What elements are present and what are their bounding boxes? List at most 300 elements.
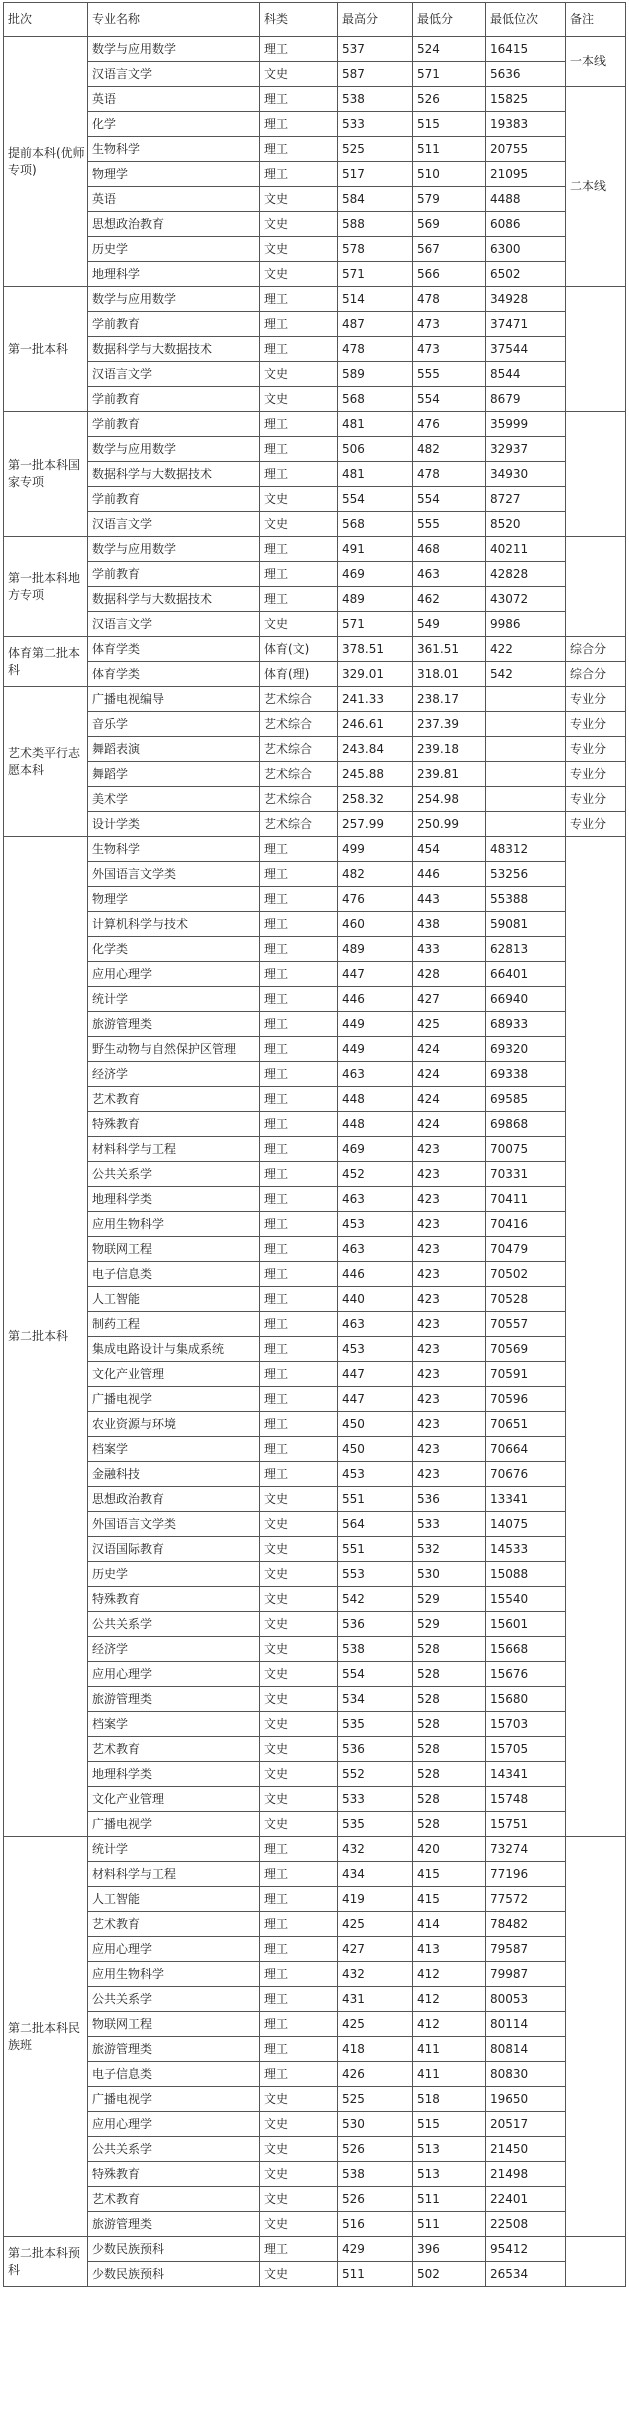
table-row: [4, 587, 626, 612]
table-row: [4, 1812, 626, 1837]
table-row: [4, 987, 626, 1012]
table-row: [4, 962, 626, 987]
min-rank-cell: [486, 687, 566, 712]
header-row: [4, 3, 626, 37]
remarks-cell: [566, 2237, 626, 2287]
min-rank-cell: 55388: [486, 887, 566, 912]
category-cell: 理工: [260, 412, 338, 437]
min-score-cell: 446: [413, 862, 486, 887]
category-cell: 文史: [260, 262, 338, 287]
min-rank-cell: 15668: [486, 1637, 566, 1662]
major-cell: 数据科学与大数据技术: [88, 462, 260, 487]
category-cell: 理工: [260, 1212, 338, 1237]
min-rank-cell: 70411: [486, 1187, 566, 1212]
min-score-cell: 423: [413, 1337, 486, 1362]
major-cell: 物理学: [88, 887, 260, 912]
table-row: [4, 1037, 626, 1062]
category-cell: 文史: [260, 512, 338, 537]
table-row: [4, 1062, 626, 1087]
max-score-cell: 534: [338, 1687, 413, 1712]
table-row: [4, 612, 626, 637]
max-score-cell: 538: [338, 87, 413, 112]
min-score-cell: 554: [413, 487, 486, 512]
min-score-cell: 412: [413, 1962, 486, 1987]
min-rank-cell: 5636: [486, 62, 566, 87]
major-cell: 学前教育: [88, 312, 260, 337]
major-cell: 历史学: [88, 237, 260, 262]
category-cell: 理工: [260, 587, 338, 612]
category-cell: 文史: [260, 237, 338, 262]
min-rank-cell: 37471: [486, 312, 566, 337]
max-score-cell: 425: [338, 2012, 413, 2037]
max-score-cell: 482: [338, 862, 413, 887]
min-score-cell: 536: [413, 1487, 486, 1512]
max-score-cell: 460: [338, 912, 413, 937]
table-row: [4, 937, 626, 962]
max-score-cell: 446: [338, 987, 413, 1012]
max-score-cell: 568: [338, 512, 413, 537]
table-row: [4, 1612, 626, 1637]
category-cell: 文史: [260, 1812, 338, 1837]
major-cell: 历史学: [88, 1562, 260, 1587]
max-score-cell: 489: [338, 587, 413, 612]
max-score-cell: 453: [338, 1337, 413, 1362]
remarks-cell: 综合分: [566, 662, 626, 687]
category-cell: 文史: [260, 1562, 338, 1587]
table-row: [4, 162, 626, 187]
table-row: [4, 712, 626, 737]
table-row: [4, 1087, 626, 1112]
category-cell: 理工: [260, 1962, 338, 1987]
table-row: [4, 87, 626, 112]
min-score-cell: 554: [413, 387, 486, 412]
major-cell: 英语: [88, 187, 260, 212]
category-cell: 理工: [260, 1937, 338, 1962]
max-score-cell: 491: [338, 537, 413, 562]
remarks-cell: [566, 412, 626, 537]
min-rank-cell: 73274: [486, 1837, 566, 1862]
category-cell: 理工: [260, 162, 338, 187]
table-row: [4, 1712, 626, 1737]
max-score-cell: 449: [338, 1012, 413, 1037]
category-cell: 文史: [260, 1737, 338, 1762]
min-rank-cell: 95412: [486, 2237, 566, 2262]
max-score-cell: 526: [338, 2187, 413, 2212]
min-rank-cell: 21450: [486, 2137, 566, 2162]
table-row: [4, 1787, 626, 1812]
min-rank-cell: 70528: [486, 1287, 566, 1312]
major-cell: 汉语言文学: [88, 362, 260, 387]
category-cell: 文史: [260, 212, 338, 237]
category-cell: 文史: [260, 1587, 338, 1612]
category-cell: 理工: [260, 1037, 338, 1062]
min-score-cell: 396: [413, 2237, 486, 2262]
min-rank-cell: 19650: [486, 2087, 566, 2112]
min-rank-cell: 48312: [486, 837, 566, 862]
major-cell: 舞蹈表演: [88, 737, 260, 762]
min-score-cell: 238.17: [413, 687, 486, 712]
category-cell: 文史: [260, 1537, 338, 1562]
batch-cell: 第二批本科民族班: [4, 1837, 88, 2237]
table-row: [4, 1637, 626, 1662]
category-cell: 理工: [260, 1087, 338, 1112]
min-score-cell: 423: [413, 1262, 486, 1287]
min-rank-cell: 19383: [486, 112, 566, 137]
min-score-cell: 411: [413, 2062, 486, 2087]
major-cell: 生物科学: [88, 837, 260, 862]
max-score-cell: 516: [338, 2212, 413, 2237]
header-min-score: 最低分: [413, 3, 486, 37]
min-score-cell: 569: [413, 212, 486, 237]
min-score-cell: 571: [413, 62, 486, 87]
min-rank-cell: 14075: [486, 1512, 566, 1537]
category-cell: 文史: [260, 1662, 338, 1687]
min-score-cell: 528: [413, 1662, 486, 1687]
major-cell: 数学与应用数学: [88, 287, 260, 312]
major-cell: 广播电视学: [88, 2087, 260, 2112]
max-score-cell: 243.84: [338, 737, 413, 762]
category-cell: 文史: [260, 1687, 338, 1712]
major-cell: 特殊教育: [88, 1112, 260, 1137]
major-cell: 外国语言文学类: [88, 1512, 260, 1537]
min-score-cell: 411: [413, 2037, 486, 2062]
category-cell: 理工: [260, 2012, 338, 2037]
major-cell: 应用心理学: [88, 1662, 260, 1687]
category-cell: 理工: [260, 937, 338, 962]
min-score-cell: 473: [413, 337, 486, 362]
major-cell: 汉语言文学: [88, 612, 260, 637]
min-score-cell: 424: [413, 1062, 486, 1087]
table-row: [4, 362, 626, 387]
min-rank-cell: 21095: [486, 162, 566, 187]
max-score-cell: 425: [338, 1912, 413, 1937]
remarks-cell: [566, 837, 626, 1837]
remarks-cell: [566, 537, 626, 637]
table-row: [4, 1137, 626, 1162]
major-cell: 音乐学: [88, 712, 260, 737]
min-rank-cell: 26534: [486, 2262, 566, 2287]
min-rank-cell: 70502: [486, 1262, 566, 1287]
table-row: [4, 1837, 626, 1862]
major-cell: 数据科学与大数据技术: [88, 587, 260, 612]
min-rank-cell: 15680: [486, 1687, 566, 1712]
min-rank-cell: 79987: [486, 1962, 566, 1987]
table-row: [4, 1887, 626, 1912]
min-score-cell: 424: [413, 1112, 486, 1137]
table-row: [4, 212, 626, 237]
remarks-cell: 综合分: [566, 637, 626, 662]
table-row: [4, 637, 626, 662]
category-cell: 理工: [260, 2062, 338, 2087]
category-cell: 文史: [260, 1787, 338, 1812]
max-score-cell: 447: [338, 962, 413, 987]
min-score-cell: 463: [413, 562, 486, 587]
min-rank-cell: [486, 812, 566, 837]
max-score-cell: 329.01: [338, 662, 413, 687]
category-cell: 理工: [260, 1162, 338, 1187]
major-cell: 艺术教育: [88, 1737, 260, 1762]
min-rank-cell: 14341: [486, 1762, 566, 1787]
min-rank-cell: 62813: [486, 937, 566, 962]
max-score-cell: 432: [338, 1962, 413, 1987]
min-score-cell: 579: [413, 187, 486, 212]
min-rank-cell: 32937: [486, 437, 566, 462]
min-score-cell: 254.98: [413, 787, 486, 812]
min-rank-cell: 34928: [486, 287, 566, 312]
min-score-cell: 423: [413, 1362, 486, 1387]
table-row: [4, 687, 626, 712]
category-cell: 理工: [260, 1862, 338, 1887]
major-cell: 设计学类: [88, 812, 260, 837]
min-score-cell: 528: [413, 1787, 486, 1812]
table-row: [4, 512, 626, 537]
table-row: [4, 387, 626, 412]
min-score-cell: 468: [413, 537, 486, 562]
category-cell: 理工: [260, 1137, 338, 1162]
major-cell: 汉语国际教育: [88, 1537, 260, 1562]
table-row: [4, 2112, 626, 2137]
major-cell: 应用心理学: [88, 1937, 260, 1962]
min-rank-cell: [486, 762, 566, 787]
min-rank-cell: 8679: [486, 387, 566, 412]
batch-cell: 体育第二批本科: [4, 637, 88, 687]
major-cell: 特殊教育: [88, 1587, 260, 1612]
max-score-cell: 553: [338, 1562, 413, 1587]
remarks-cell: 专业分: [566, 787, 626, 812]
table-row: [4, 1012, 626, 1037]
major-cell: 旅游管理类: [88, 1687, 260, 1712]
min-rank-cell: 20755: [486, 137, 566, 162]
min-rank-cell: 77572: [486, 1887, 566, 1912]
min-rank-cell: 78482: [486, 1912, 566, 1937]
max-score-cell: 449: [338, 1037, 413, 1062]
category-cell: 艺术综合: [260, 712, 338, 737]
min-score-cell: 532: [413, 1537, 486, 1562]
table-row: [4, 1737, 626, 1762]
min-rank-cell: 8544: [486, 362, 566, 387]
max-score-cell: 463: [338, 1062, 413, 1087]
table-row: [4, 2037, 626, 2062]
table-row: [4, 2262, 626, 2287]
batch-cell: 提前本科(优师专项): [4, 37, 88, 287]
table-row: [4, 1962, 626, 1987]
max-score-cell: 506: [338, 437, 413, 462]
table-row: [4, 1112, 626, 1137]
category-cell: 理工: [260, 1012, 338, 1037]
remarks-cell: 专业分: [566, 712, 626, 737]
category-cell: 理工: [260, 1312, 338, 1337]
max-score-cell: 429: [338, 2237, 413, 2262]
category-cell: 理工: [260, 1337, 338, 1362]
max-score-cell: 499: [338, 837, 413, 862]
min-score-cell: 415: [413, 1862, 486, 1887]
min-score-cell: 555: [413, 362, 486, 387]
min-score-cell: 528: [413, 1637, 486, 1662]
category-cell: 艺术综合: [260, 687, 338, 712]
min-score-cell: 502: [413, 2262, 486, 2287]
min-rank-cell: 70416: [486, 1212, 566, 1237]
batch-cell: 第二批本科预科: [4, 2237, 88, 2287]
min-score-cell: 438: [413, 912, 486, 937]
category-cell: 理工: [260, 37, 338, 62]
min-score-cell: 423: [413, 1137, 486, 1162]
min-rank-cell: 59081: [486, 912, 566, 937]
max-score-cell: 246.61: [338, 712, 413, 737]
major-cell: 公共关系学: [88, 1987, 260, 2012]
max-score-cell: 551: [338, 1537, 413, 1562]
max-score-cell: 571: [338, 262, 413, 287]
min-rank-cell: 80830: [486, 2062, 566, 2087]
max-score-cell: 587: [338, 62, 413, 87]
category-cell: 理工: [260, 862, 338, 887]
admission-scores-table: [3, 2, 626, 2287]
min-score-cell: 511: [413, 137, 486, 162]
min-score-cell: 361.51: [413, 637, 486, 662]
major-cell: 广播电视学: [88, 1812, 260, 1837]
max-score-cell: 448: [338, 1087, 413, 1112]
category-cell: 文史: [260, 1512, 338, 1537]
table-row: [4, 812, 626, 837]
category-cell: 文史: [260, 1762, 338, 1787]
batch-cell: 艺术类平行志愿本科: [4, 687, 88, 837]
major-cell: 美术学: [88, 787, 260, 812]
min-score-cell: 511: [413, 2187, 486, 2212]
category-cell: 文史: [260, 2262, 338, 2287]
major-cell: 少数民族预科: [88, 2262, 260, 2287]
major-cell: 地理科学类: [88, 1187, 260, 1212]
category-cell: 艺术综合: [260, 812, 338, 837]
min-rank-cell: 15601: [486, 1612, 566, 1637]
major-cell: 地理科学类: [88, 1762, 260, 1787]
max-score-cell: 536: [338, 1737, 413, 1762]
table-row: [4, 562, 626, 587]
table-row: [4, 2137, 626, 2162]
header-max-score: 最高分: [338, 3, 413, 37]
header-min-rank: 最低位次: [486, 3, 566, 37]
min-score-cell: 528: [413, 1737, 486, 1762]
max-score-cell: 452: [338, 1162, 413, 1187]
major-cell: 物理学: [88, 162, 260, 187]
max-score-cell: 538: [338, 1637, 413, 1662]
min-score-cell: 513: [413, 2137, 486, 2162]
major-cell: 农业资源与环境: [88, 1412, 260, 1437]
max-score-cell: 517: [338, 162, 413, 187]
category-cell: 理工: [260, 1362, 338, 1387]
category-cell: 理工: [260, 987, 338, 1012]
remarks-cell: 专业分: [566, 812, 626, 837]
table-row: [4, 837, 626, 862]
min-score-cell: 414: [413, 1912, 486, 1937]
min-score-cell: 250.99: [413, 812, 486, 837]
min-rank-cell: 69338: [486, 1062, 566, 1087]
min-rank-cell: 15703: [486, 1712, 566, 1737]
min-score-cell: 510: [413, 162, 486, 187]
min-rank-cell: 40211: [486, 537, 566, 562]
max-score-cell: 489: [338, 937, 413, 962]
min-score-cell: 424: [413, 1037, 486, 1062]
min-score-cell: 423: [413, 1387, 486, 1412]
min-rank-cell: 53256: [486, 862, 566, 887]
min-score-cell: 413: [413, 1937, 486, 1962]
min-score-cell: 476: [413, 412, 486, 437]
category-cell: 理工: [260, 962, 338, 987]
category-cell: 文史: [260, 2087, 338, 2112]
min-rank-cell: 77196: [486, 1862, 566, 1887]
remarks-cell: 一本线: [566, 37, 626, 87]
table-row: [4, 1362, 626, 1387]
category-cell: 理工: [260, 537, 338, 562]
major-cell: 汉语言文学: [88, 512, 260, 537]
category-cell: 理工: [260, 1387, 338, 1412]
table-row: [4, 337, 626, 362]
major-cell: 数学与应用数学: [88, 537, 260, 562]
table-row: [4, 1762, 626, 1787]
table-row: [4, 2212, 626, 2237]
batch-cell: 第二批本科: [4, 837, 88, 1837]
header-batch: 批次: [4, 3, 88, 37]
max-score-cell: 245.88: [338, 762, 413, 787]
category-cell: 理工: [260, 112, 338, 137]
category-cell: 文史: [260, 2137, 338, 2162]
min-rank-cell: [486, 787, 566, 812]
min-score-cell: 528: [413, 1762, 486, 1787]
min-score-cell: 412: [413, 1987, 486, 2012]
min-score-cell: 443: [413, 887, 486, 912]
table-row: [4, 312, 626, 337]
max-score-cell: 530: [338, 2112, 413, 2137]
max-score-cell: 440: [338, 1287, 413, 1312]
major-cell: 广播电视编导: [88, 687, 260, 712]
major-cell: 艺术教育: [88, 1087, 260, 1112]
major-cell: 物联网工程: [88, 2012, 260, 2037]
major-cell: 计算机科学与技术: [88, 912, 260, 937]
max-score-cell: 511: [338, 2262, 413, 2287]
table-row: [4, 2237, 626, 2262]
major-cell: 统计学: [88, 1837, 260, 1862]
table-row: [4, 762, 626, 787]
min-rank-cell: 70591: [486, 1362, 566, 1387]
max-score-cell: 578: [338, 237, 413, 262]
max-score-cell: 533: [338, 112, 413, 137]
category-cell: 文史: [260, 2212, 338, 2237]
max-score-cell: 258.32: [338, 787, 413, 812]
max-score-cell: 469: [338, 1137, 413, 1162]
min-rank-cell: 9986: [486, 612, 566, 637]
category-cell: 文史: [260, 387, 338, 412]
max-score-cell: 536: [338, 1612, 413, 1637]
max-score-cell: 487: [338, 312, 413, 337]
major-cell: 应用生物科学: [88, 1962, 260, 1987]
category-cell: 理工: [260, 1287, 338, 1312]
table-row: [4, 62, 626, 87]
max-score-cell: 426: [338, 2062, 413, 2087]
min-score-cell: 423: [413, 1462, 486, 1487]
major-cell: 化学类: [88, 937, 260, 962]
category-cell: 文史: [260, 2187, 338, 2212]
max-score-cell: 476: [338, 887, 413, 912]
table-row: [4, 912, 626, 937]
table-row: [4, 1237, 626, 1262]
category-cell: 理工: [260, 437, 338, 462]
max-score-cell: 463: [338, 1312, 413, 1337]
table-row: [4, 437, 626, 462]
remarks-cell: 专业分: [566, 737, 626, 762]
min-rank-cell: 66940: [486, 987, 566, 1012]
max-score-cell: 434: [338, 1862, 413, 1887]
max-score-cell: 554: [338, 1662, 413, 1687]
header-category: 科类: [260, 3, 338, 37]
table-row: [4, 737, 626, 762]
